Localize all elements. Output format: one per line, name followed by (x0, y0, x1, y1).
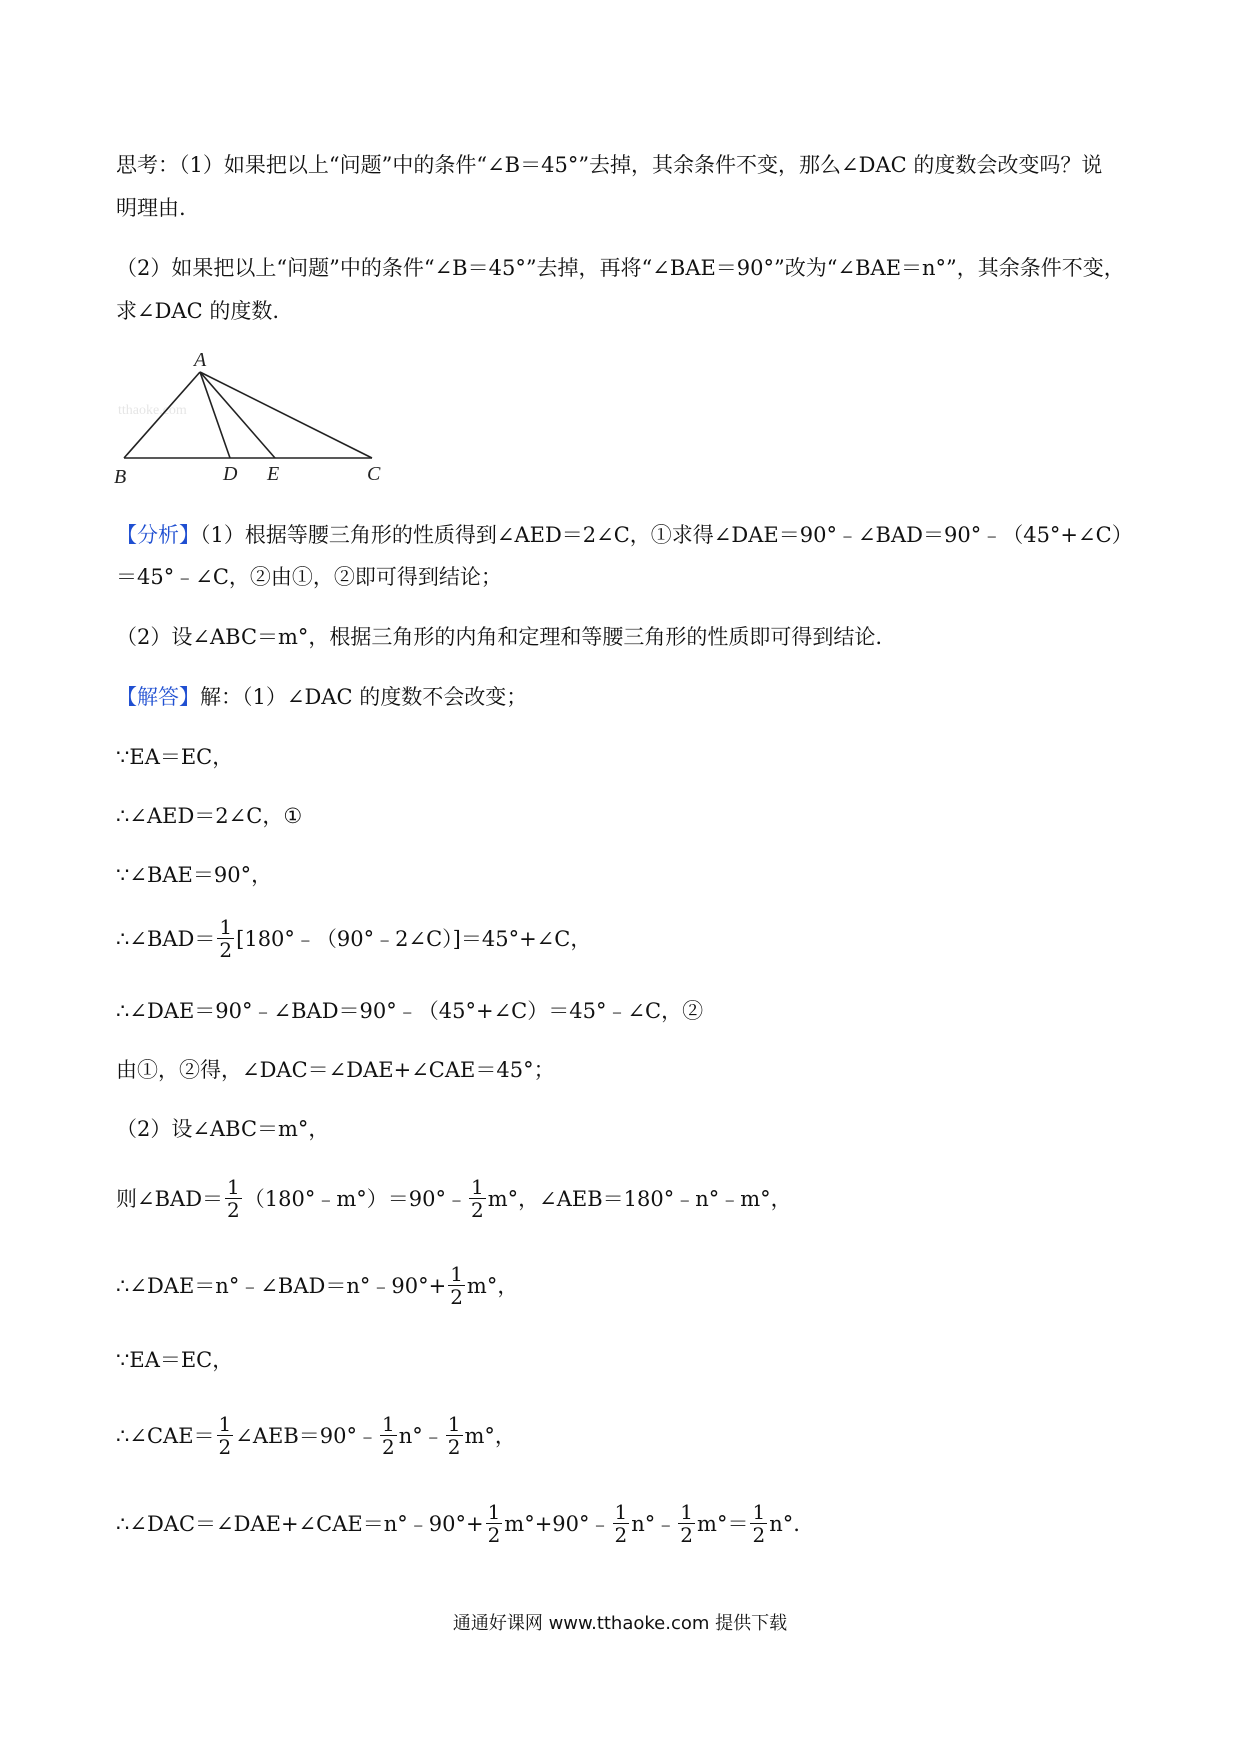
fraction-half: $\frac{1}{2}$ (487, 1500, 501, 1547)
solution-line1 (116, 682, 527, 712)
analysis-text1: （1）根据等腰三角形的性质得到∠AED＝2∠C，①求得∠DAE＝90°﹣∠BAD＝90°﹣（45°+∠C） (200, 523, 1133, 547)
label-a: A (194, 352, 207, 371)
fraction-half: $\frac{1}{2}$ (219, 915, 233, 962)
solution-line11: ∵EA＝EC， (116, 1348, 234, 1372)
question2-line2: 求∠DAC 的度数. (116, 299, 280, 323)
analysis-line1 (116, 520, 1133, 550)
solution-line4: ∵∠BAE＝90°， (116, 863, 273, 887)
figure-watermark: tthaoke.com (118, 403, 187, 418)
solution-line2: ∵EA＝EC， (116, 745, 234, 769)
analysis-tag: 【分析】 (116, 523, 200, 547)
question1-line1: 思考：（1）如果把以上“问题”中的条件“∠B＝45°”去掉，其余条件不变，那么∠DAC 的度数会改变吗？说 (116, 153, 1103, 177)
solution-line3: ∴∠AED＝2∠C，① (116, 804, 303, 828)
fraction-half: $\frac{1}{2}$ (450, 1262, 463, 1309)
analysis-line2: ＝45°﹣∠C，②由①，②即可得到结论； (116, 565, 502, 589)
solution-tag: 【解答】 (116, 685, 200, 709)
label-c: C (367, 463, 381, 485)
solution-line9: 则∠BAD＝ $\frac{1}{2}$ （180°﹣m°）＝90°﹣ $\frac{1}{2}$ m°，∠AEB＝180°﹣n°﹣m°， (116, 1175, 792, 1222)
solution-line5: ∴∠BAD＝ $\frac{1}{2}$ [180°﹣（90°﹣2∠C）]＝45°+∠C， (116, 915, 592, 962)
question1-line2: 明理由. (116, 196, 186, 220)
solution-line13: ∴∠DAC＝∠DAE+∠CAE＝n°﹣90°+ $\frac{1}{2}$ m°+90°﹣ $\frac{1}{2}$ n°﹣ $\frac{1}{2}$ m°＝ $\frac{1}{2}$ n°. (116, 1500, 800, 1547)
analysis-line3: （2）设∠ABC＝m°，根据三角形的内角和定理和等腰三角形的性质即可得到结论. (116, 625, 883, 649)
fraction-half: $\frac{1}{2}$ (382, 1412, 395, 1459)
label-b: B (114, 466, 127, 488)
fraction-half: $\frac{1}{2}$ (680, 1500, 694, 1547)
solution-line10: ∴∠DAE＝n°﹣∠BAD＝n°﹣90°+ $\frac{1}{2}$ m°， (116, 1262, 519, 1309)
page-footer: 通通好课网 www.tthaoke.com 提供下载 (452, 1613, 788, 1634)
label-d: D (223, 463, 238, 485)
fraction-half: $\frac{1}{2}$ (752, 1500, 766, 1547)
fraction-half: $\frac{1}{2}$ (447, 1412, 461, 1459)
solution-line7: 由①，②得，∠DAC＝∠DAE+∠CAE＝45°； (116, 1058, 555, 1082)
fraction-half: $\frac{1}{2}$ (470, 1175, 484, 1222)
triangle-figure (110, 352, 400, 492)
solution-line8: （2）设∠ABC＝m°， (116, 1117, 330, 1141)
fraction-half: $\frac{1}{2}$ (614, 1500, 628, 1547)
label-e: E (267, 463, 280, 485)
solution-text1: 解：（1）∠DAC 的度数不会改变； (200, 685, 528, 709)
segment-ae (200, 372, 275, 458)
solution-line12: ∴∠CAE＝ $\frac{1}{2}$ ∠AEB＝90°﹣ $\frac{1}{2}$ n°﹣ $\frac{1}{2}$ m°， (116, 1412, 516, 1459)
fraction-half: $\frac{1}{2}$ (218, 1412, 232, 1459)
solution-line6: ∴∠DAE＝90°﹣∠BAD＝90°﹣（45°+∠C）＝45°﹣∠C，② (116, 999, 704, 1023)
fraction-half: $\frac{1}{2}$ (227, 1175, 240, 1222)
question2-line1: （2）如果把以上“问题”中的条件“∠B＝45°”去掉，再将“∠BAE＝90°”改为“∠BAE＝n°”，其余条件不变， (116, 256, 1125, 280)
